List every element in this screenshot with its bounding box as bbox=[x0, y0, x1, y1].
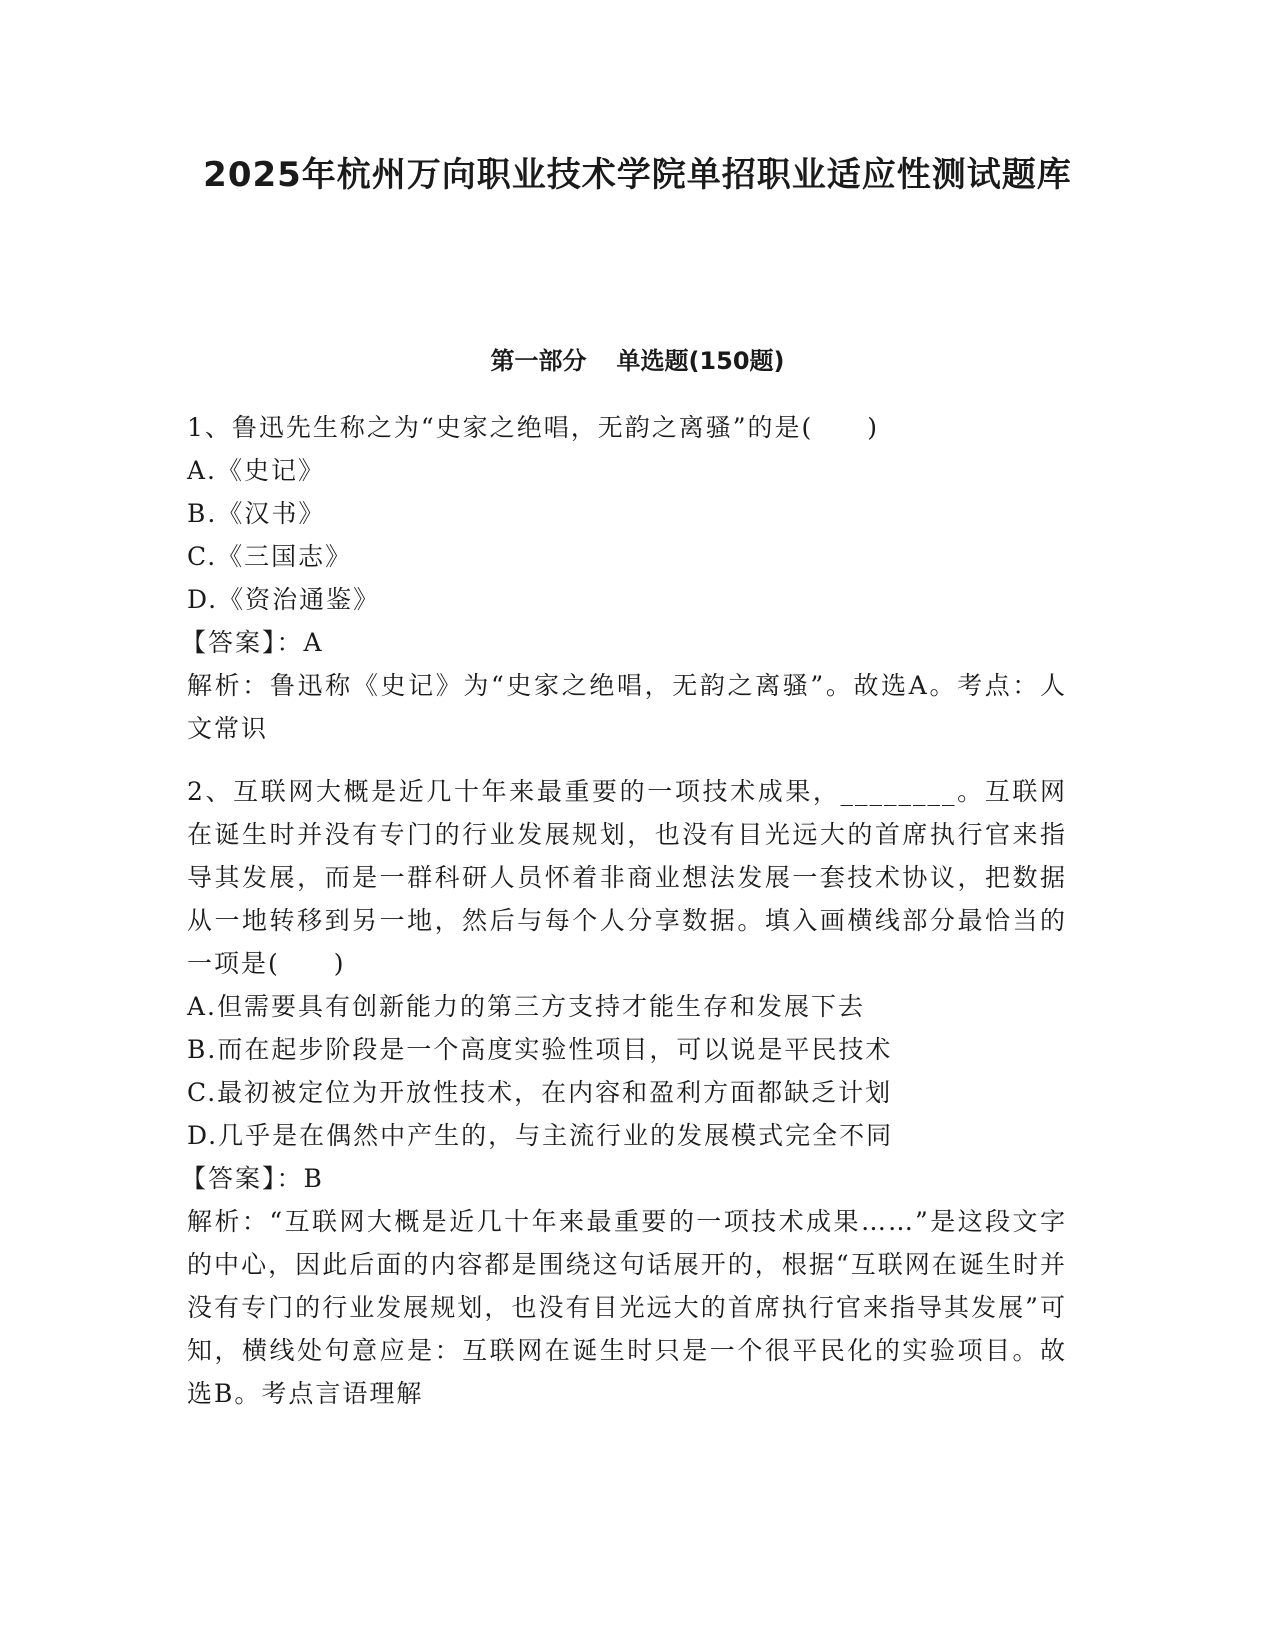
document-title: 2025年杭州万向职业技术学院单招职业适应性测试题库 bbox=[203, 155, 1072, 195]
option-b: B.《汉书》 bbox=[187, 499, 326, 528]
section-part: 第一部分 bbox=[490, 347, 587, 375]
option-c: C.最初被定位为开放性技术，在内容和盈利方面都缺乏计划 bbox=[187, 1078, 893, 1107]
analysis: 解析：“互联网大概是近几十年来最重要的一项技术成果……”是这段文字的中心，因此后面的内容都是围绕这句话展开的，根据“互联网在诞生时并没有专门的行业发展规划，也没有目光远大的首席执行官来指导其发展”可知，横线处句意应是：互联网在诞生时只是一个很平民化的实验项目。故选B。考点言语理解 bbox=[187, 1207, 1067, 1408]
question-stem: 2、互联网大概是近几十年来最重要的一项技术成果，________。互联网在诞生时并没有专门的行业发展规划，也没有目光远大的首席执行官来指导其发展，而是一群科研人员怀着非商业想法发展一套技术协议，把数据从一地转移到另一地，然后与每个人分享数据。填入画横线部分最恰当的一项是( ) bbox=[187, 777, 1067, 978]
option-a: A.《史记》 bbox=[187, 456, 326, 485]
analysis: 解析：鲁迅称《史记》为“史家之绝唱，无韵之离骚”。故选A。考点：人文常识 bbox=[187, 671, 1067, 743]
answer: 【答案】：A bbox=[181, 628, 324, 657]
option-d: D.几乎是在偶然中产生的，与主流行业的发展模式完全不同 bbox=[187, 1121, 894, 1150]
option-c: C.《三国志》 bbox=[187, 542, 353, 571]
section-name: 单选题(150题) bbox=[616, 347, 785, 375]
question-1 bbox=[181, 406, 1067, 750]
section-heading bbox=[180, 344, 1095, 378]
question-stem: 1、鲁迅先生称之为“史家之绝唱，无韵之离骚”的是( ) bbox=[187, 413, 879, 442]
option-d: D.《资治通鉴》 bbox=[187, 585, 381, 614]
option-b: B.而在起步阶段是一个高度实验性项目，可以说是平民技术 bbox=[187, 1035, 893, 1064]
option-a: A.但需要具有创新能力的第三方支持才能生存和发展下去 bbox=[187, 992, 866, 1021]
answer: 【答案】：B bbox=[181, 1164, 324, 1193]
question-2 bbox=[181, 770, 1067, 1415]
